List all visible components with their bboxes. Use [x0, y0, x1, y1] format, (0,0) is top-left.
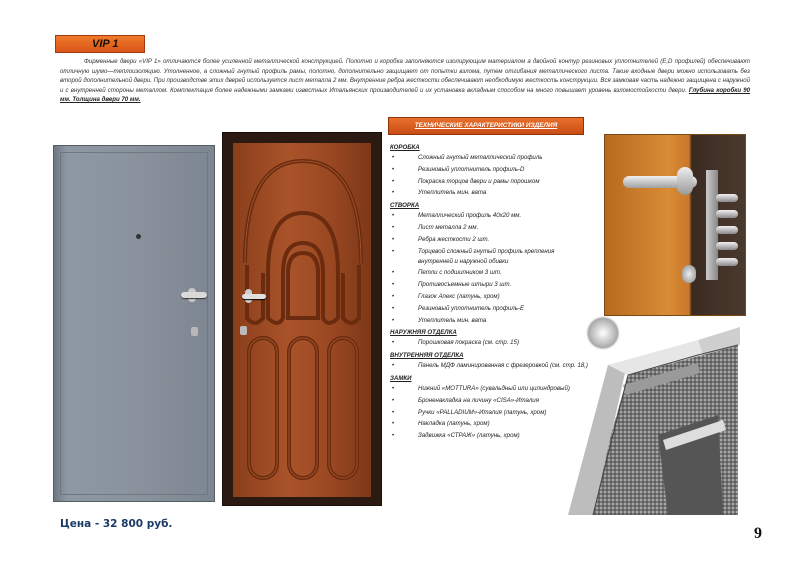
door-interior-panel [233, 143, 371, 497]
specs-list-item [390, 268, 590, 278]
specs-list-item [390, 165, 590, 175]
peephole-icon [588, 318, 618, 348]
specs-item-text: Ребра жесткости 2 шт. [418, 235, 490, 243]
door-profile-section-image [548, 315, 748, 515]
lock-cylinder-icon [191, 327, 198, 336]
specs-section-title: ВНУТРЕННЯЯ ОТДЕЛКА [390, 352, 464, 360]
specs-list-item [390, 292, 590, 302]
specs-item-text: Противосъемные штыри 3 шт. [418, 281, 512, 289]
specs-item-text: Петли с подшипником 3 шт. [418, 269, 502, 277]
door-exterior-frame [60, 152, 208, 495]
specs-list-item [390, 304, 590, 314]
bullet-icon: • [392, 293, 395, 300]
specs-section-title: КОРОБКА [390, 144, 420, 151]
specs-item-text: Накладка (латунь, хром) [418, 420, 490, 428]
bullet-icon: • [392, 155, 395, 161]
specs-list-item [390, 211, 590, 221]
bullet-icon: • [392, 178, 395, 185]
lock-cylinder-icon [682, 265, 696, 283]
specs-item-text: Броненакладка на личину «CISA»-Италия [418, 396, 539, 404]
bullet-icon: • [392, 270, 395, 277]
door-interior-image [222, 132, 382, 506]
specs-item-text: Сложный гнутый металлический профиль [418, 154, 543, 161]
intro-paragraph [60, 57, 750, 105]
specs-item-text: Панель МДФ ламинированная с фрезеровкой (см. стр. 18,) [418, 362, 588, 370]
door-handle-icon [181, 292, 207, 298]
specs-item-text: Ручки «PALLADIUM»-Италия (латунь, хром) [418, 408, 547, 416]
specs-section-title: ЗАМКИ [390, 374, 412, 382]
specs-list-item [390, 235, 590, 245]
specs-item-text: Торцевой сложный гнутый профиль крепления внутренней и наружной обивки [418, 247, 555, 265]
door-milling-pattern [233, 143, 373, 499]
page-title: VIP 1 [55, 35, 145, 53]
price-label: Цена - 32 800 руб. [60, 518, 173, 530]
bullet-icon: • [392, 433, 395, 440]
specs-item-text: Порошковая покраска (см. стр. 15) [418, 339, 519, 347]
specs-item-text: Задвижка «СТРАЖ» (латунь, хром) [418, 432, 520, 440]
bullet-icon: • [392, 363, 395, 370]
specs-item-text: Металлический профиль 40x20 мм. [418, 212, 522, 220]
door-handle-icon [242, 294, 266, 299]
specs-section-title: НАРУЖНЯЯ ОТДЕЛКА [390, 329, 457, 337]
lock-bolt-icon [716, 258, 738, 266]
hardware-closeup-image [604, 134, 746, 316]
bullet-icon: • [392, 190, 395, 197]
handle-rose-icon [677, 167, 693, 195]
bullet-icon: • [392, 317, 395, 324]
specs-item-text: Глазок Апекс (латунь, хром) [418, 292, 500, 300]
bullet-icon: • [392, 421, 395, 428]
bullet-icon: • [392, 248, 395, 255]
bullet-icon: • [392, 166, 395, 173]
bullet-icon: • [392, 236, 395, 243]
bullet-icon: • [392, 282, 395, 289]
specs-list-item [390, 247, 590, 267]
door-exterior-image [53, 145, 215, 502]
specs-list-item [390, 153, 590, 163]
specs-list-item [390, 223, 590, 233]
bullet-icon: • [392, 385, 395, 392]
lock-bolt-icon [716, 226, 738, 234]
specs-item-text: Нижний «MOTTURA» (сувальдный или цилиндровый) [418, 384, 570, 392]
specs-item-text: Утеплитель мин. вата [418, 316, 487, 324]
bullet-icon: • [392, 340, 395, 347]
specs-section-title: СТВОРКА [390, 202, 420, 210]
specs-item-text: Лист металла 2 мм. [418, 223, 479, 231]
specs-list-item [390, 280, 590, 290]
bullet-icon: • [392, 305, 395, 312]
specs-list-item [390, 177, 590, 187]
specs-item-text: Резиновый уплотнитель профиль-Е [418, 304, 525, 312]
bullet-icon: • [392, 397, 395, 404]
intro-dimensions: Глубина коробки 90 мм. Толщина двери 70 мм. [60, 86, 751, 104]
lock-bolt-icon [716, 194, 738, 202]
peephole-icon [136, 234, 141, 239]
lock-bolt-icon [716, 242, 738, 250]
lock-bolt-icon [716, 210, 738, 218]
specs-item-text: Резиновый уплотнитель профиль-D [418, 165, 525, 173]
specs-item-text: Покраска торцов двери и рамы порошком [418, 177, 540, 185]
specs-list-item [390, 188, 590, 198]
specs-item-text: Утеплитель мин. вата [418, 189, 487, 197]
page-number: 9 [754, 525, 762, 542]
bullet-icon: • [392, 409, 395, 416]
bullet-icon: • [392, 213, 395, 220]
bullet-icon: • [392, 224, 395, 231]
intro-text: Фирменные двери «VIP 1» отличаются более усиленной металлической конструкцией. Полотно и коробка заполняются изолирующим материалом а двойной контур резиновых уплотнителей (E,D профилей) обеспечивают отличную шумо—теплоизоляцию. Утолненное, а сложный гнутый профиль рамы, полотно, дополнительно защищает от попытки взлома, путем отгибания металлического листа. Такие входные двери можно использовать без второй дополнительной двери. При производстве этих дверей используется лист металла 2 мм. Внутренние ребра жесткости обеспечивают необходимую жесткость конструкции. Вся замковая часть надежно защищена с наружной и с внутренней стороны металлом. Комплектация более надежными замками известных Итальянских производителей и их установка вкладным способом на много повышает уровень взломостойкости двери. [60, 58, 750, 94]
lock-cylinder-icon [240, 326, 247, 335]
specs-header: ТЕХНИЧЕСКИЕ ХАРАКТЕРИСТИКИ ИЗДЕЛИЯ [388, 117, 584, 135]
